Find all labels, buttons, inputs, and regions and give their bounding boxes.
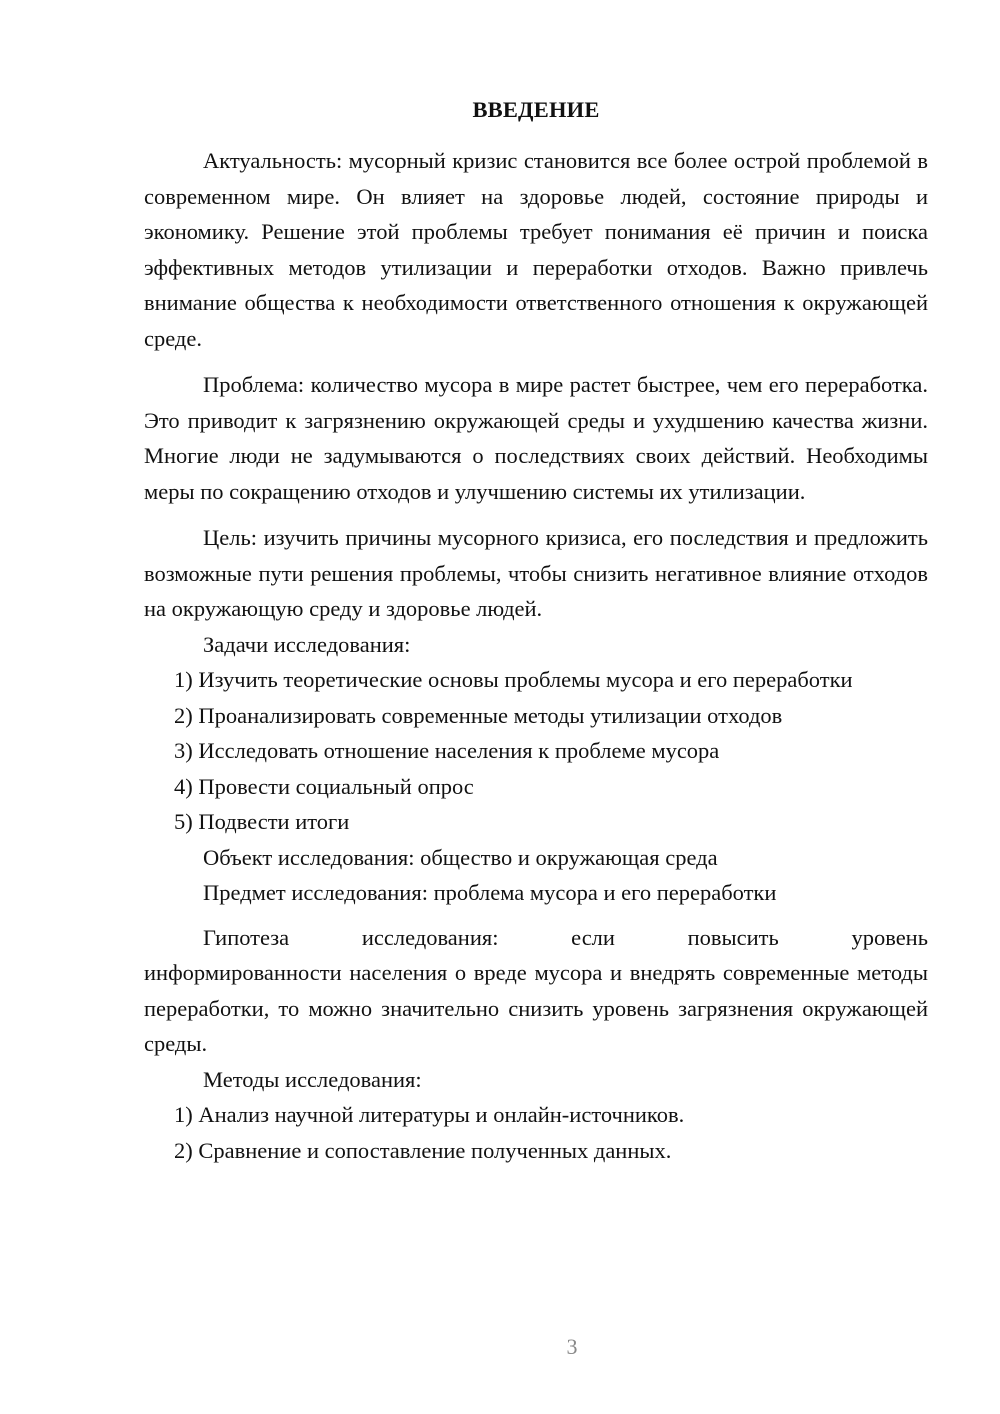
list-item: 5) Подвести итоги bbox=[174, 809, 350, 834]
hypothesis-block bbox=[144, 920, 928, 1062]
hypothesis-first-line bbox=[144, 920, 928, 956]
list-item: 1) Анализ научной литературы и онлайн-источников. bbox=[174, 1102, 685, 1127]
hypothesis-text: информированности населения о вреде мусора и внедрять современные методы переработки, то можно значительно снизить уровень загрязнения окружающей среды. bbox=[144, 960, 928, 1056]
methods-title: Методы исследования: bbox=[203, 1066, 422, 1092]
page-number: 3 bbox=[566, 1334, 578, 1359]
list-item: 2) Сравнение и сопоставление полученных данных. bbox=[174, 1137, 672, 1163]
list-item: 4) Провести социальный опрос bbox=[174, 773, 474, 799]
goal-paragraph: Цель: изучить причины мусорного кризиса, его последствия и предложить возможные пути решения проблемы, чтобы снизить негативное влияние отходов на окружающую среду и здоровье людей. bbox=[144, 525, 928, 621]
list-item: 3) Исследовать отношение населения к проблеме мусора bbox=[174, 738, 720, 763]
hypothesis-word: повысить bbox=[687, 924, 779, 950]
section-heading: ВВЕДЕНИЕ bbox=[472, 97, 600, 122]
tasks-title: Задачи исследования: bbox=[203, 631, 411, 657]
methods-list bbox=[144, 1097, 928, 1168]
hypothesis-word: исследования: bbox=[361, 924, 499, 950]
problem-paragraph: Проблема: количество мусора в мире растет быстрее, чем его переработка. Это приводит к загрязнению окружающей среды и ухудшению качества жизни. Многие люди не задумываются о последствиях своих действий. Необходимы меры по сокращению отходов и улучшению системы их утилизации. bbox=[144, 372, 928, 504]
relevance-paragraph: Актуальность: мусорный кризис становится все более острой проблемой в современном мире. Он влияет на здоровье людей, состояние природы и экономику. Решение этой проблемы требует понимания её причин и поиска эффективных методов утилизации и переработки отходов. Важно привлечь внимание общества к необходимости ответственного отношения к окружающей среде. bbox=[144, 148, 928, 351]
list-item: 2) Проанализировать современные методы утилизации отходов bbox=[174, 702, 783, 728]
hypothesis-word: уровень bbox=[851, 924, 928, 950]
research-object: Объект исследования: общество и окружающая среда bbox=[203, 844, 718, 870]
hypothesis-word: Гипотеза bbox=[203, 924, 290, 950]
page-content bbox=[144, 94, 928, 1168]
hypothesis-word: если bbox=[571, 924, 615, 950]
tasks-list bbox=[144, 662, 928, 840]
research-subject: Предмет исследования: проблема мусора и его переработки bbox=[203, 880, 777, 905]
list-item: 1) Изучить теоретические основы проблемы мусора и его переработки bbox=[174, 667, 853, 692]
